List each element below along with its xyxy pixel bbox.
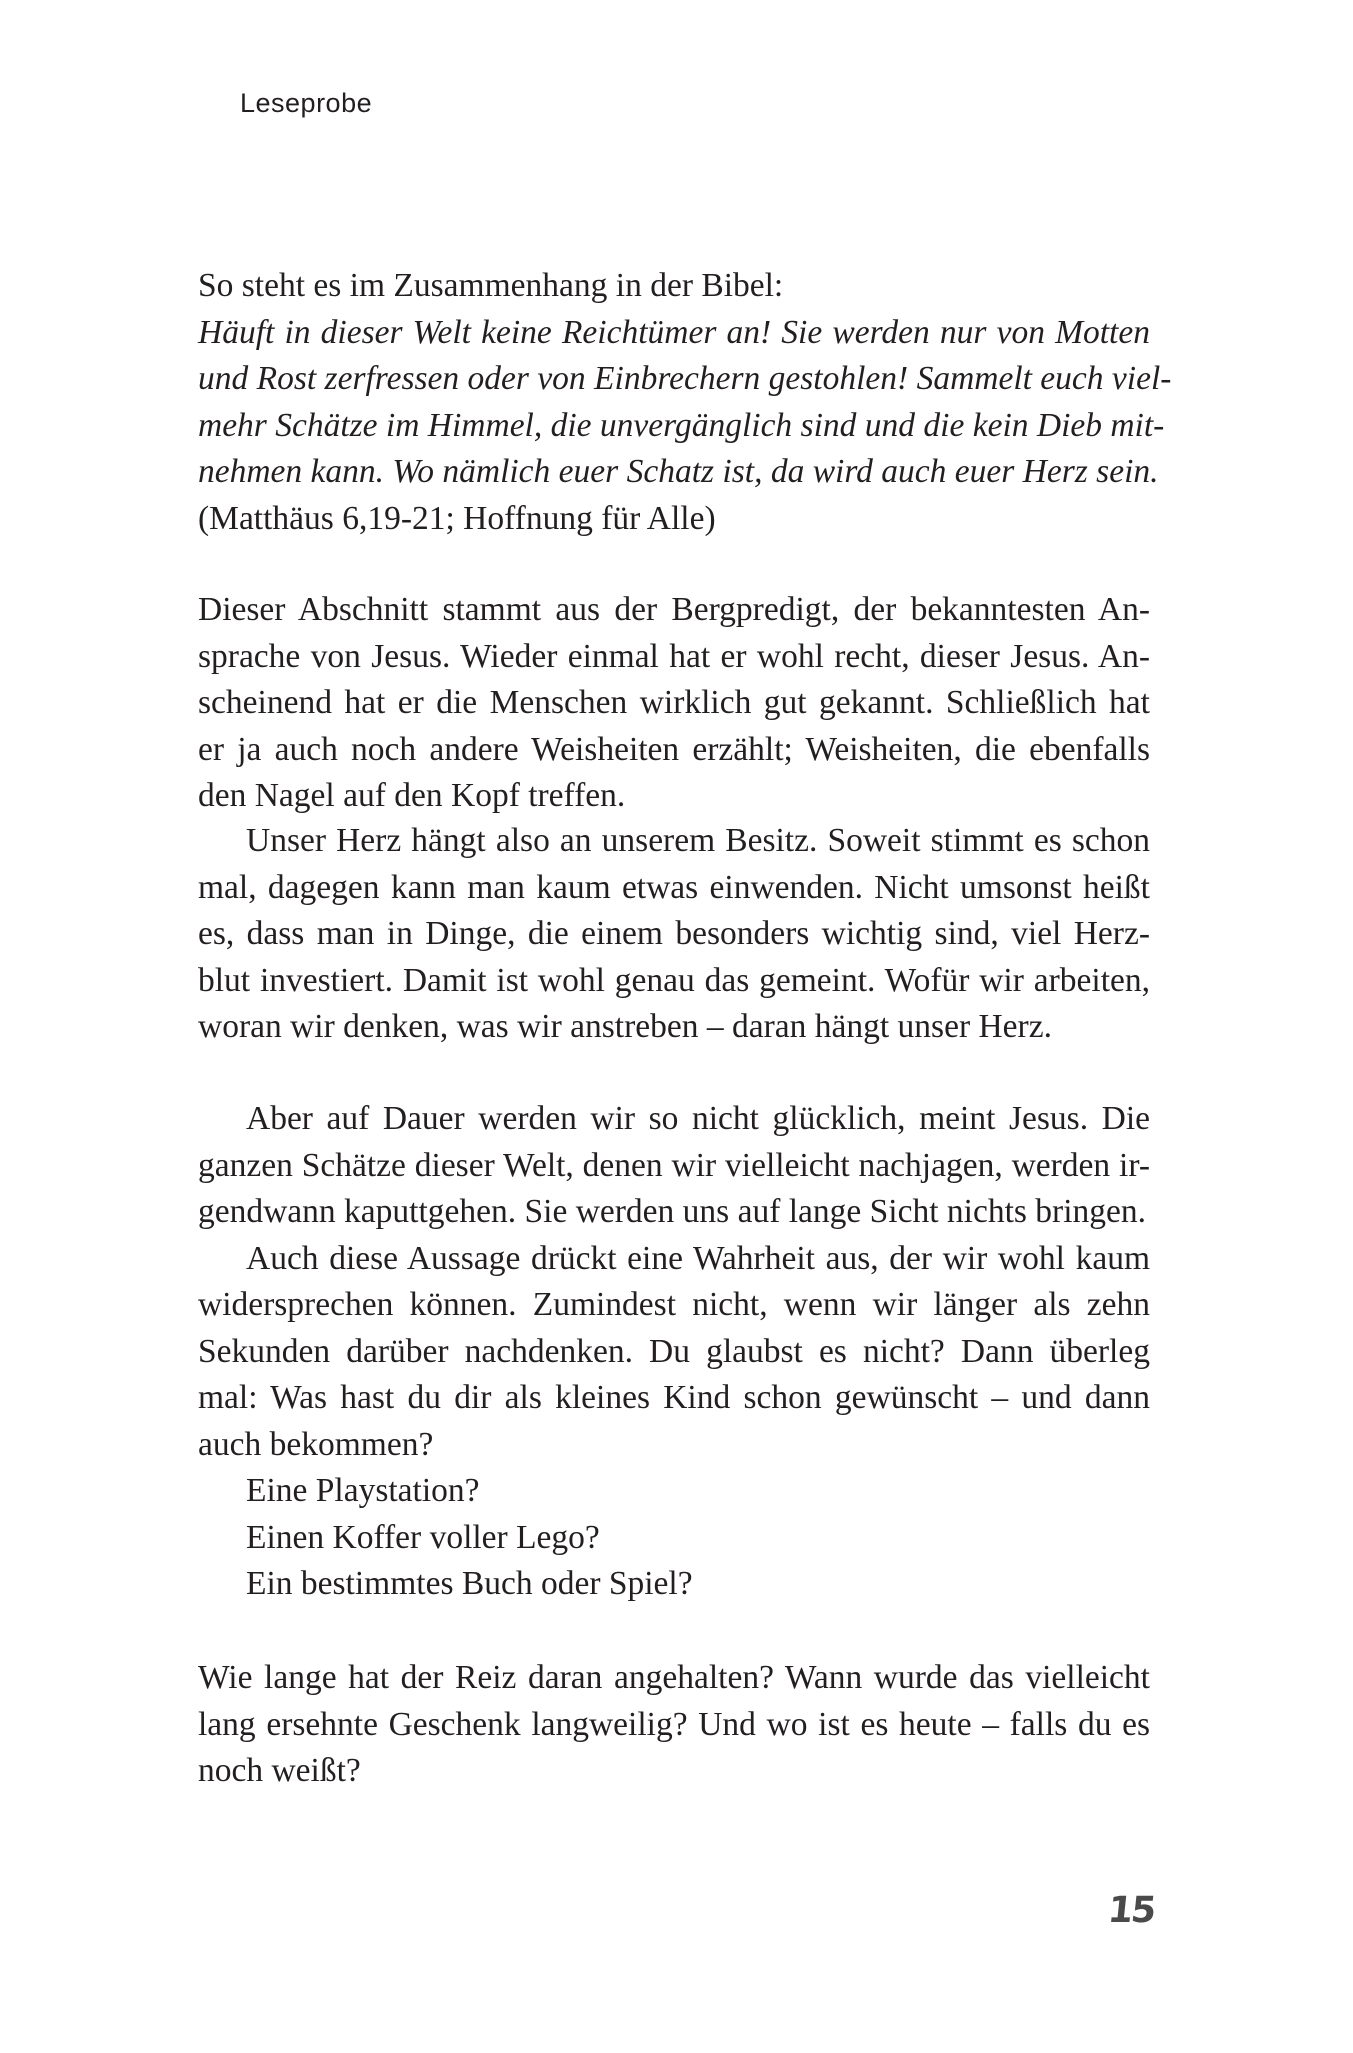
text-line: Unser Herz hängt also an unserem Besitz. Soweit stimmt es schon [246, 822, 1150, 859]
text-line: Dieser Abschnitt stammt aus der Bergpredigt, der bekanntesten An- [198, 591, 1150, 628]
bible-quote-paragraph [198, 263, 1172, 542]
text-line: widersprechen können. Zumindest nicht, wenn wir länger als zehn [198, 1286, 1150, 1323]
text-line-quote: mehr Schätze im Himmel, die unvergänglich sind und die kein Dieb mit- [198, 406, 1165, 444]
text-line-citation: (Matthäus 6,19-21; Hoffnung für Alle) [198, 499, 716, 537]
text-line-question: Ein bestimmtes Buch oder Spiel? [246, 1565, 693, 1602]
text-line: es, dass man in Dinge, die einem besonders wichtig sind, viel Herz- [198, 915, 1150, 952]
text-line: auch bekommen? [198, 1425, 434, 1463]
paragraph-auf-dauer [198, 1096, 1150, 1608]
text-line: scheinend hat er die Menschen wirklich gut gekannt. Schließlich hat [198, 684, 1150, 721]
paragraph-herz-besitz [198, 818, 1150, 1051]
text-line: Sekunden darüber nachdenken. Du glaubst es nicht? Dann überleg [198, 1332, 1150, 1370]
text-line: So steht es im Zusammenhang in der Bibel: [198, 267, 784, 304]
text-line: Auch diese Aussage drückt eine Wahrheit aus, der wir wohl kaum [246, 1239, 1150, 1277]
paragraph-reiz [198, 1655, 1150, 1795]
text-line: er ja auch noch andere Weisheiten erzählt; Weisheiten, die ebenfalls [198, 730, 1150, 768]
text-line: gendwann kaputtgehen. Sie werden uns auf lange Sicht nichts bringen. [198, 1193, 1146, 1230]
text-line-question: Eine Playstation? [246, 1472, 480, 1509]
text-line: woran wir denken, was wir anstreben – daran hängt unser Herz. [198, 1008, 1052, 1045]
page-number: 15 [1105, 1890, 1157, 1931]
text-line-quote: Häuft in dieser Welt keine Reichtümer an! Sie werden nur von Motten [198, 313, 1150, 351]
text-line: ganzen Schätze dieser Welt, denen wir vielleicht nachjagen, werden ir- [198, 1146, 1150, 1184]
text-line: mal, dagegen kann man kaum etwas einwenden. Nicht umsonst heißt [198, 868, 1150, 906]
running-header: Leseprobe [240, 88, 373, 118]
text-line: mal: Was hast du dir als kleines Kind schon gewünscht – und dann [198, 1379, 1150, 1416]
text-line-quote: und Rost zerfressen oder von Einbrechern gestohlen! Sammelt euch viel- [198, 360, 1172, 397]
text-line-question: Einen Koffer voller Lego? [246, 1518, 600, 1556]
text-line-quote: nehmen kann. Wo nämlich euer Schatz ist, da wird auch euer Herz sein. [198, 453, 1159, 490]
text-line: noch weißt? [198, 1752, 361, 1789]
text-line: lang ersehnte Geschenk langweilig? Und wo ist es heute – falls du es [198, 1705, 1150, 1743]
text-line: Aber auf Dauer werden wir so nicht glücklich, meint Jesus. Die [246, 1100, 1150, 1137]
text-line: den Nagel auf den Kopf treffen. [198, 777, 626, 814]
text-line: blut investiert. Damit ist wohl genau das gemeint. Wofür wir arbeiten, [198, 961, 1150, 999]
text-line: Wie lange hat der Reiz daran angehalten? Wann wurde das vielleicht [198, 1659, 1150, 1696]
paragraph-bergpredigt [198, 587, 1150, 820]
text-line: sprache von Jesus. Wieder einmal hat er wohl recht, dieser Jesus. An- [198, 637, 1150, 675]
